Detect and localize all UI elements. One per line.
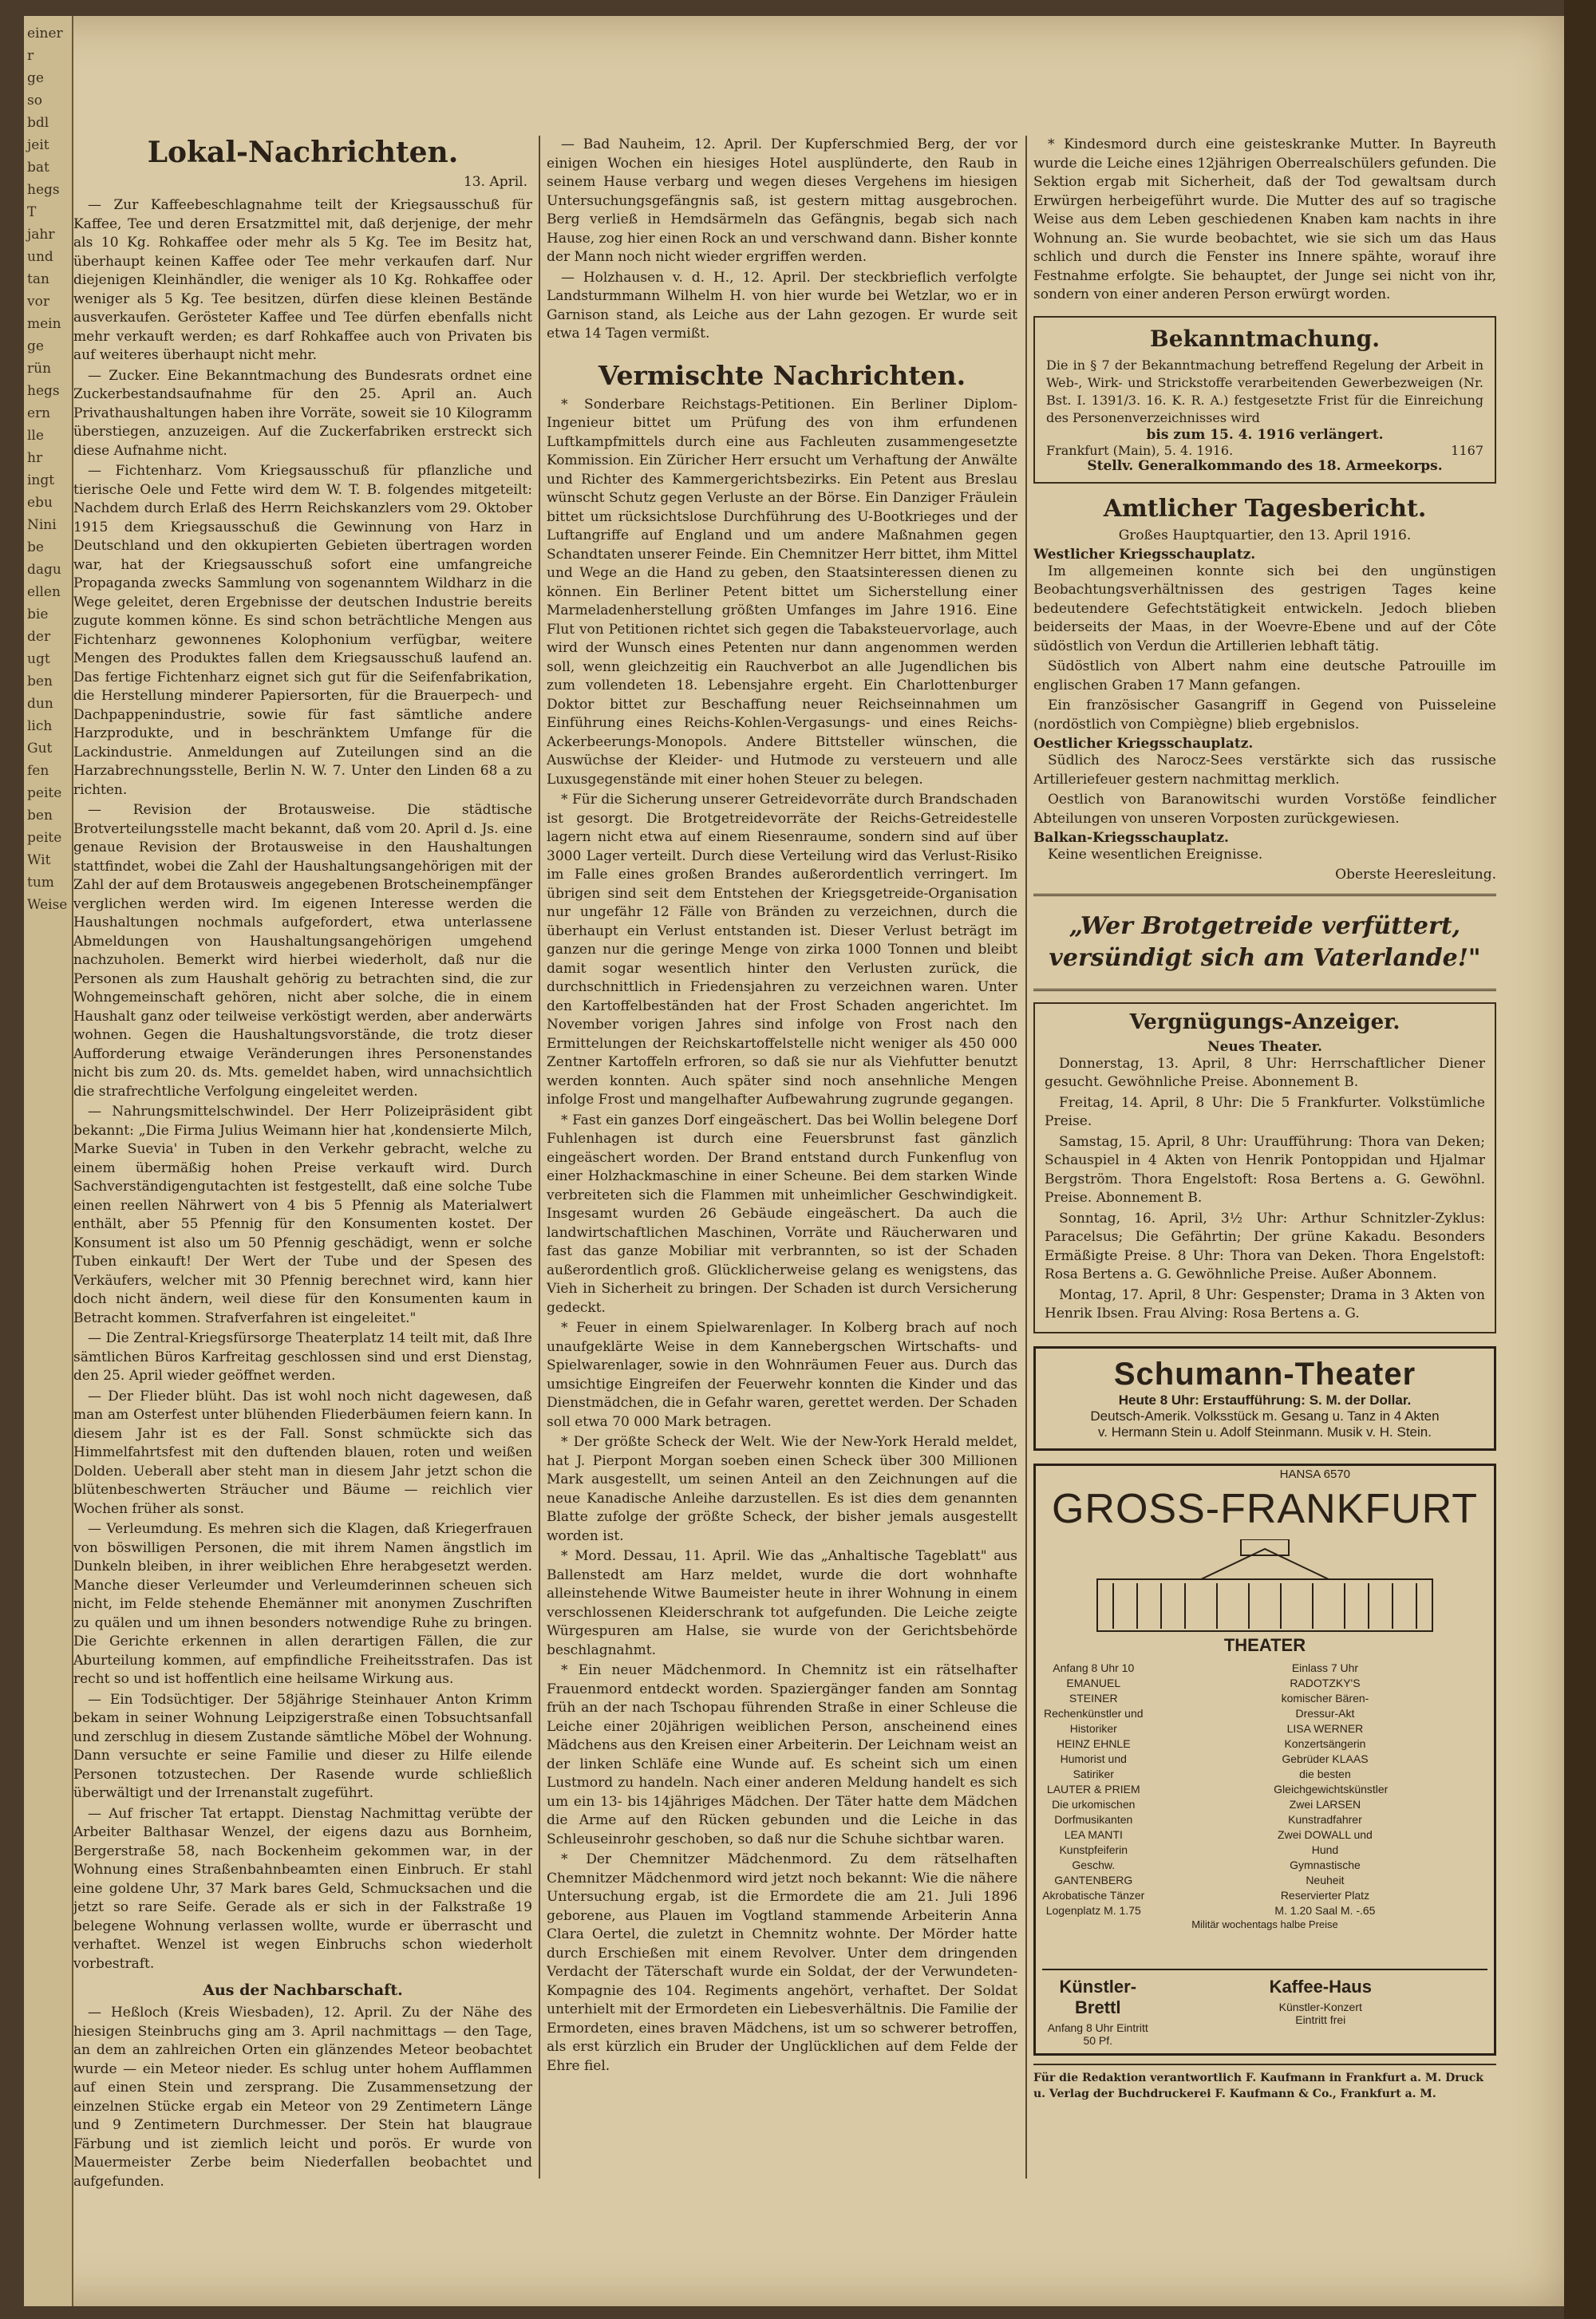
article-paragraph: — Heßloch (Kreis Wiesbaden), 12. April. Zu der Nähe des hiesigen Steinbruchs ging am 3. April nachmittags — den Tage, an dem an zahlreichen Orten ein glänzendes Meteor beobachtet wurde — ein Meteor nieder. Es schlug unter hohem Aufflammen auf einen Stein und zersprang. Die Zusammensetzung der einzelnen Stücke ergab ein Meteor von 29 Zentimetern Länge und 9 Zentimetern Durchmesser. Der Stein hat blaugraue Färbung und ist ziemlich leicht und porös. Er wurde von Mauermeister Zerbe beim Niederfallen beobachtet und aufgefunden. [73, 2005, 532, 2190]
program-line: Logenplatz M. 1.75 [1045, 1903, 1141, 1917]
article-paragraph: — Auf frischer Tat ertappt. Dienstag Nachmittag verübte der Arbeiter Balthasar Wenzel, der eigens dazu aus Bornheim, Bergerstraße 58, nach Bockenheim gekommen war, in der Wohnung eines Straßenbahnbeamten einen Einbruch. Er stahl eine goldene Uhr, 37 Mark bares Geld, Schmucksachen und die jetzt so rare Seife. Gerade als er sich in der Falkstraße 19 belegene Wohnung verlassen wollte, wurde er überrascht und verhaftet. Wenzel ist wegen Einbruchs schon wiederholt vorbestraft. [73, 1805, 532, 1972]
daily-report [1033, 495, 1496, 883]
article-paragraph: — Nahrungsmittelschwindel. Der Herr Polizeipräsident gibt bekannt: „Die Firma Julius Weimann hier hat ‚kondensierte Milch, Marke Suevia' in Tuben in den Verkehr gebracht, welche zu einem übermäßig hohen Preise verkauft wird. Durch Sachverständigengutachten ist festgestellt, daß eine solche Tube einen reellen Nährwert von 4 bis 5 Pfennig als Materialwert enthält, aber 55 Pfennig für den Konsumenten kostet. Der Konsument ist also um 50 Pfennig geschädigt, wenn er solche Tuben einkauft! Der Wert der Tube und der Spesen des Verkäufers, welcher mit 30 Pfennig berechnet wird, kann hier doch nicht ändern, weil diese für den Konsumenten kaum in Betracht kommen. Strafverfahren ist eingeleitet." [73, 1104, 532, 1326]
program-line: Akrobatische Tänzer [1042, 1888, 1145, 1902]
program-line: RADOTZKY'S [1290, 1676, 1361, 1689]
fragment-word: tum [27, 875, 54, 891]
section-title: Vermischte Nachrichten. [598, 359, 966, 391]
entertainment-listings [1033, 1002, 1496, 1333]
article-paragraph: — Bad Nauheim, 12. April. Der Kupferschmied Berg, der vor einigen Wochen ein hiesiges Hotel ausplünderte, den Raub in seinem Hause verbarg und wegen dieses Vergehens im hiesigen Untersuchungsgefängnis saß, ist gestern mittag ausgebrochen. Berg verließ in Hemdsärmeln das Gefängnis, begab sich nach Hause, zog hier einen Rock an und verschwand dann. Bisher konnte der Mann noch nicht wieder ergriffen werden. [547, 136, 1017, 265]
left-page-fragment [24, 16, 73, 2306]
fragment-word: lle [27, 428, 44, 444]
west-front-text: Südöstlich von Albert nahm eine deutsche Patrouille im englischen Graben 17 Mann gefangen. [1033, 658, 1496, 693]
announcement-extension: bis zum 15. 4. 1916 verlängert. [1146, 426, 1384, 443]
kaffee-sub: Künstler-Konzert Eintritt frei [1278, 2000, 1362, 2026]
section-title: Lokal-Nachrichten. [147, 136, 459, 169]
fragment-word: hegs [27, 182, 60, 198]
announcement-signature: Stellv. Generalkommando des 18. Armeekorps. [1087, 457, 1443, 474]
fragment-word: ben [27, 808, 53, 824]
article-list [73, 196, 532, 1973]
fragment-word: ingt [27, 472, 55, 488]
brettl-sub: Anfang 8 Uhr Eintritt 50 Pf. [1047, 2021, 1148, 2047]
fragment-word: ern [27, 405, 51, 421]
kaffee-block [1265, 1970, 1487, 2047]
schumann-line: Deutsch-Amerik. Volksstück m. Gesang u. Tanz in 4 Akten [1090, 1408, 1440, 1424]
brettl-block [1042, 1970, 1265, 2047]
subsection-title: Aus der Nachbarschaft. [203, 1981, 403, 1999]
article-paragraph: * Mord. Dessau, 11. April. Wie das „Anhaltische Tageblatt" aus Ballenstedt am Harz meldet, wurde die dort wohnhafte alleinstehende Witwe Baumeister heute in ihrer Wohnung in einem verschlossenen Kleiderschrank tot aufgefunden. Die Leiche zeigte Würgespuren am Halse, sie wurde von der Gerichtsbehörde beschlagnahmt. [547, 1548, 1017, 1658]
article-list [547, 396, 1017, 2076]
fragment-word: so [27, 93, 42, 109]
announcement-box [1033, 316, 1496, 484]
program-line: Humorist und Satiriker [1060, 1752, 1127, 1780]
program-line: Gebrüder KLAAS [1282, 1752, 1369, 1765]
fragment-word: bat [27, 160, 49, 176]
article-paragraph: — Ein Todsüchtiger. Der 58jährige Steinhauer Anton Krimm bekam in seiner Wohnung Leipzigerstraße einen Tobsuchtsanfall und zerschlug in diesem Zustande sämtliche Möbel der Wohnung. Dann versuchte er seine Familie und dieser zu Hilfe eilende Personen totzustechen. Der Rasende wurde schließlich überwältigt und der Irrenanstalt zugeführt. [73, 1691, 532, 1801]
fragment-word: einer [27, 26, 63, 41]
article-paragraph: — Fichtenharz. Vom Kriegsausschuß für pflanzliche und tierische Oele und Fette wird dem W. T. B. folgendes mitgeteilt: Nachdem durch Erlaß des Herrn Reichskanzlers vom 29. Oktober 1915 dem Kriegsausschuß die Gewinnung von Harz in Deutschland und den okkupierten Gebieten übertragen worden war, hat der Kriegsausschuß sofort eine umfangreiche Propaganda zwecks Sammlung von sogenanntem Wildharz in die Wege geleitet, deren Ergebnisse der deutschen Industrie bereits zugute kommen könne. Es sind schon beträchtliche Mengen aus Fichtenharz gewonnenes Kolophonium verfügbar, weitere Mengen des Produktes fallen dem Kriegsausschuß laufend an. Das fertige Fichtenharz eignet sich gut für die Seifenfabrikation, die Herstellung minderer Papiersorten, für die Brauerpech- und Dachpappenindustrie, sowie für fast sämtliche andere Harzprodukte, und in beschränktem Umfange für die Lackindustrie. Anmeldungen auf Zuteilungen sind an die Harzabrechnungsstelle, Berlin N. W. 7. Unter den Linden 68 a zu richten. [73, 463, 532, 798]
brettl-title: Künstler-Brettl [1059, 1976, 1137, 2017]
program-listing [1042, 1661, 1487, 1918]
entertainment-title: Vergnügungs-Anzeiger. [1129, 1009, 1400, 1034]
fragment-word: fen [27, 763, 49, 779]
fragment-word: peite [27, 830, 62, 846]
east-front-text: Oestlich von Baranowitschi wurden Vorstöße feindlicher Abteilungen von unseren Vorposten zurückgewiesen. [1033, 792, 1496, 827]
article-paragraph: * Der Chemnitzer Mädchenmord. Zu dem rätselhaften Chemnitzer Mädchenmord wird jetzt noch bekannt: Wie die nähere Untersuchung ergab, ist die Ermordete die am 21. Juli 1896 geborene, aus Plauen im Vogtland stammende Arbeiterin Anna Clara Oertel, die zuletzt in Chemnitz wohnte. Der Mörder hatte durch Erschießen mit einem Revolver. Unter dem dringenden Verdacht der Täterschaft wurde ein Soldat, der der Verwundeten-Kompagnie des 104. Regiments angehört, verhaftet. Der Soldat unterhielt mit der Ermordeten ein Liebesverhältnis. Die Familie der Ermordeten, eines braven Mädchens, ist um so schwerer betroffen, als erst kürzlich ein Bruder der Unglücklichen auf dem Felde der Ehre fiel. [547, 1851, 1017, 2074]
program-left [1042, 1661, 1256, 1918]
balkan-front-heading: Balkan-Kriegsschauplatz. [1033, 830, 1229, 846]
fragment-word: hr [27, 450, 43, 466]
program-right [1274, 1661, 1487, 1918]
west-front-text: Ein französischer Gasangriff in Gegend von Puisseleine (nordöstlich von Compiègne) blieb ergebnislos. [1033, 697, 1496, 733]
performance-item: Freitag, 14. April, 8 Uhr: Die 5 Frankfurter. Volkstümliche Preise. [1045, 1094, 1485, 1129]
program-line: Die urkomischen Dorfmusikanten [1052, 1797, 1136, 1826]
west-front-heading: Westlicher Kriegsschauplatz. [1033, 546, 1256, 563]
fragment-word: ben [27, 674, 53, 689]
kaffee-title: Kaffee-Haus [1269, 1976, 1372, 1997]
performance-item: Montag, 17. April, 8 Uhr: Gespenster; Drama in 3 Akten von Henrik Ibsen. Frau Alving: Rosa Bertens a. G. [1045, 1286, 1485, 1321]
program-line: Zwei LARSEN [1289, 1797, 1361, 1811]
announcement-title: Bekanntmachung. [1150, 325, 1380, 352]
fragment-word: Weise [27, 897, 68, 913]
left-fragment-text [24, 16, 72, 922]
article-paragraph: — Revision der Brotausweise. Die städtische Brotverteilungsstelle macht bekannt, daß vom 20. April d. Js. eine genaue Revision der Brotausweise in den Haushaltungen stattfindet, wobei die Zahl der Haushaltungsangehörigen mit der Zahl der auf dem Brotausweis angegebenen Brotscheinempfänger verglichen werden wird. Im eigenen Interesse werden die Haushaltungen nochmals aufgefordert, etwa unterlassene Abmeldungen von Haushaltungsangehörigen umgehend nachzuholen. Bemerkt wird hierbei wiederholt, daß nur die Personen als zum Haushalt gehörig zu betrachten sind, die zur Wohngemeinschaft gehören, nicht aber solche, die in einem Haushalt ganz oder teilweise verköstigt werden, aber anderwärts wohnen. Gegen die Haushaltungsvorstände, die trotz dieser Aufforderung etwaige Veränderungen ihres Personenstandes nicht bis zum 20. ds. Mts. gemeldet haben, wird unnachsichtlich die strafrechtliche Verfolgung eingeleitet werden. [73, 802, 532, 1100]
program-line: Kunstpfeiferin [1059, 1843, 1128, 1856]
performance-list [1045, 1055, 1485, 1324]
ad-footer [1042, 1969, 1487, 2047]
fragment-word: bdl [27, 115, 49, 131]
performance-item: Sonntag, 16. April, 3½ Uhr: Arthur Schnitzler-Zyklus: Paracelsus; Die Gefährtin; Der grüne Kakadu. Besonders Ermäßigte Preise. 8 Uhr: Thora van Deken. Thora Engelstoft: Rosa Bertens a. G. Gewöhnliche Preise. Außer Abonnem. [1045, 1210, 1485, 1282]
article-list [73, 2004, 532, 2191]
fragment-word: Wit [27, 852, 51, 868]
gross-frankfurt-ad [1033, 1464, 1496, 2056]
article-paragraph: — Holzhausen v. d. H., 12. April. Der steckbrieflich verfolgte Landsturmmann Wilhelm H. von hier wurde bei Wetzlar, wo er in Garnison stand, als Leiche aus der Lahn gezogen. Er wurde seit etwa 14 Tagen vermißt. [547, 269, 1017, 342]
military-note: Militär wochentags halbe Preise [1191, 1918, 1338, 1930]
program-line: Geschw. GANTENBERG [1054, 1858, 1133, 1886]
program-line: Zwei DOWALL und Hund [1278, 1827, 1373, 1856]
article-paragraph: * Kindesmord durch eine geisteskranke Mutter. In Bayreuth wurde die Leiche eines 12jährigen Oberrealschülers gefunden. Die Sektion ergab mit Sicherheit, daß der Tod gewaltsam durch Erwürgen herbeigeführt wurde. Die Mutter des auf so tragische Weise aus dem Leben geschiedenen Knaben kam nachts in ihre Wohnung an. Sie wurde beobachtet, wie sie sich um das Haus schlich und durch die Fenster ins Innere spähte, worauf ihre Festnahme erfolgte. Sie behauptet, der Junge sei nicht von ihr, sondern von einer anderen Person erwürgt worden. [1033, 136, 1496, 302]
schumann-title: Schumann-Theater [1113, 1356, 1416, 1392]
schumann-theater-ad [1033, 1346, 1496, 1451]
fragment-word: T [27, 204, 37, 220]
program-line: LAUTER & PRIEM [1046, 1782, 1140, 1796]
schumann-line: v. Hermann Stein u. Adolf Steinmann. Musik v. H. Stein. [1098, 1424, 1432, 1440]
article-paragraph: — Die Zentral-Kriegsfürsorge Theaterplatz 14 teilt mit, daß Ihre sämtlichen Büros Karfreitag geschlossen sind und erst Dienstag, den 25. April wieder geöffnet werden. [73, 1330, 532, 1384]
column-rule [1025, 136, 1027, 2179]
imprint: Für die Redaktion verantwortlich F. Kaufmann in Frankfurt a. M. Druck u. Verlag der Buchdruckerei F. Kaufmann & Co., Frankfurt a. M. [1033, 2064, 1496, 2102]
announcement-text: Die in § 7 der Bekanntmachung betreffend Regelung der Arbeit in Web-, Wirk- und Strickstoffe verarbeitenden Gewerbezweigen (Nr. Bst. I. 1391/3. 16. K. R. A.) festgesetzte Frist für die Einreichung des Personenverzeichnisses wird [1046, 357, 1483, 425]
column-local-news [73, 120, 532, 2290]
fragment-word: jeit [27, 137, 49, 153]
program-line: Reservierter Platz M. 1.20 Saal M. -.65 [1274, 1888, 1376, 1917]
article-paragraph: — Zur Kaffeebeschlagnahme teilt der Kriegsausschuß für Kaffee, Tee und deren Ersatzmittel mit, daß derjenige, der mehr als 10 Kg. Rohkaffee oder mehr als 5 Kg. Tee im Besitz hat, überhaupt keinen Kaffee oder Tee mehr verkaufen darf. Nur diejenigen Kleinhändler, die weniger als 10 Kg. Rohkaffee oder weniger als 5 Kg. Tee besitzen, dürfen diese kleinen Bestände ausverkaufen. Gerösteter Kaffee und Tee dürfen ebenfalls nicht mehr verkauft werden; es darf Rohkaffee auch von Privaten bis auf weiteres überhaupt nicht mehr. [73, 197, 532, 363]
report-signature: Oberste Heeresleitung. [1335, 866, 1496, 883]
fragment-word: dagu [27, 562, 61, 578]
fragment-word: bie [27, 606, 49, 622]
article-paragraph: * Der größte Scheck der Welt. Wie der New-York Herald meldet, hat J. Pierpont Morgan soeben einen Scheck über 300 Millionen Mark ausgestellt, um seinen Anteil an den Zeichnungen auf die neue Kanadische Anleihe darzustellen. Es ist dies dem genannten Blatte zufolge der größte Scheck, der bisher jemals ausgestellt worden ist. [547, 1434, 1017, 1544]
program-line: LEA MANTI [1064, 1827, 1123, 1841]
fragment-word: ugt [27, 651, 50, 667]
article-paragraph: * Feuer in einem Spielwarenlager. In Kolberg brach auf noch unaufgeklärte Weise in dem Kannebergschen Wirtschafts- und Spielwarenlager, sowie in den Wohnräumen Feuer aus. Durch das umsichtige Eingreifen der Feuerwehr konnten die Kinder und das Dienstmädchen, die in Gefahr waren, gerettet werden. Der Schaden soll etwa 70 000 Mark betragen. [547, 1320, 1017, 1430]
article-paragraph: * Sonderbare Reichstags-Petitionen. Ein Berliner Diplom-Ingenieur bittet um Prüfung des von ihm erfundenen Luftkampfmittels durch eine aus Fachleuten zusammengesetzte Kommission. Ein Züricher Herr ersucht um Verhaftung der Anwälte und Richter des Kammergerichtsbezirks. Ein Petent aus Breslau wünscht Schutz gegen Verluste an der Börse. Ein Danziger Fräulein bittet um rücksichtslose Durchführung des U-Bootkrieges und der Luftangriffe auf England und um andere Maßnahmen gegen Schandtaten unserer Feinde. Ein Chemnitzer Herr bittet, ihm Mittel und Wege an die Hand zu geben, den Staatsinteressen dienen zu können. Ein Berliner Petent bittet um Sicherstellung einer Marmeladenherstellung größten Umfanges im Jahre 1916. Eine Flut von Petitionen richtet sich gegen die Tabaksteuervorlage, auch wird der Wunsch eines Petenten nur dann angenommen werden soll, wenn gleichzeitig ein Rauchverbot an alle Jugendlichen bis zum vollendeten 18. Lebensjahre ergeht. Ein Charlottenburger Doktor bittet zur Beschaffung neuer Reichseinnahmen um Einführung eines Reichs-Kohlen-Vergasungs- und eines Reichs-Ackerbeerungs-Monopols. Andere Bittsteller wünschen, die Auswüchse der Kleider- und Hutmode zu versteuern und alle Luxusgegenstände mit einer hohen Steuer zu belegen. [547, 396, 1017, 788]
program-line: Einlass 7 Uhr [1291, 1661, 1359, 1674]
theater-name: Neues Theater. [1207, 1038, 1322, 1055]
fragment-word: und [27, 249, 53, 265]
schumann-line: Heute 8 Uhr: Erstaufführung: S. M. der Dollar. [1118, 1392, 1412, 1408]
article-paragraph: — Der Flieder blüht. Das ist wohl noch nicht dagewesen, daß man am Osterfest unter blühenden Fliederbäumen feiern kann. In diesem Jahr ist es der Fall. Sonst schmückte sich das Himmelfahrtsfest mit den duftenden blauen, roten und weißen Dolden. Ueberall aber steht man in diesem Jahr jetzt schon die blütenbeschwerten Sträucher und Bäume — reichlich vier Wochen früher als sonst. [73, 1388, 532, 1517]
announcement-number: 1167 [1451, 442, 1483, 458]
fragment-word: be [27, 539, 44, 555]
program-line: Gymnastische Neuheit [1290, 1858, 1361, 1886]
phone-number: HANSA 6570 [1279, 1467, 1350, 1481]
article-paragraph: — Verleumdung. Es mehren sich die Klagen, daß Kriegerfrauen von böswilligen Personen, die mit ihrem Namen ängstlich im Dunkeln bleiben, in ihrer weiblichen Ehre herabgesetzt werden. Manche dieser Verleumder und Verleumderinnen scheuen sich nicht, im Felde stehende Ehemänner mit anonymen Zuschriften zu quälen und um ihnen besonders notwendige Ruhe zu bringen. Die Gerichte erkennen in allen derartigen Fällen, die zur Aburteilung kommen, auf empfindliche Freiheitsstrafen. Das ist recht so und ist hoffentlich eine heilsame Wirkung aus. [73, 1521, 532, 1687]
fragment-word: dun [27, 696, 53, 712]
program-line: Konzertsängerin [1284, 1736, 1366, 1750]
fragment-word: Gut [27, 741, 53, 757]
fragment-word: ebu [27, 495, 53, 511]
fragment-word: rün [27, 361, 52, 377]
report-dateline: Großes Hauptquartier, den 13. April 1916. [1118, 527, 1412, 543]
fragment-word: peite [27, 785, 62, 801]
fragment-word: hegs [27, 383, 60, 399]
fragment-word: vor [27, 294, 49, 310]
program-line: die besten Gleichgewichtskünstler [1274, 1767, 1389, 1796]
program-line: Rechenkünstler und Historiker [1044, 1706, 1144, 1735]
dateline: 13. April. [463, 174, 527, 190]
article-list [1033, 136, 1496, 305]
report-title: Amtlicher Tagesbericht. [1103, 494, 1427, 523]
performance-item: Samstag, 15. April, 8 Uhr: Uraufführung: Thora van Deken; Schauspiel in 4 Akten von Henrik Pontoppidan und Hjalmar Bergström. Thora Engelstoft: Rosa Bertens a. G. Gewöhnl. Preise. Abonnement B. [1045, 1133, 1485, 1206]
announcement-place-row [1046, 443, 1483, 458]
announcement-place: Frankfurt (Main), 5. 4. 1916. [1046, 442, 1234, 458]
east-front-text: Südlich des Narocz-Sees verstärkte sich das russische Artilleriefeuer gestern nachmittag merklich. [1033, 753, 1496, 788]
fragment-word: r [27, 48, 34, 64]
fragment-word: lich [27, 718, 53, 734]
article-paragraph: * Für die Sicherung unserer Getreidevorräte durch Brandschaden ist gesorgt. Die Brotgetreidevorräte der Reichs-Getreidestelle lagern nicht etwa auf einem Riesenraume, sondern sind auf über 3000 Lager verteilt. Durch diese Verteilung wird das Verlust-Risiko im Falle eines großen Brandes außerordentlich verringert. Im übrigen sind seit dem Entstehen der Kriegsgetreide-Organisation nur ungefähr 12 Fälle von Bränden zu verzeichnen, durch die überhaupt ein Verlust entstanden ist. Dieser Verlust beträgt im ganzen nur die geringe Menge von zirka 1000 Tonnen und bleibt damit sogar wesentlich hinter den Verlusten zurück, die durchschnittlich in Friedensjahren zu verzeichnen waren. Unter den Kartoffelbeständen hat der Frost Schaden angerichtet. Im November vorigen Jahres sind infolge von Frost nach den Ermittelungen der Reichskartoffelstelle nicht weniger als 450 000 Zentner Kartoffeln erfroren, so daß sie nur als Viehfutter benutzt werden konnten. Auch später sind noch ansehnliche Mengen infolge Frost und mangelhafter Aufbewahrung zugrunde gegangen. [547, 792, 1017, 1108]
fragment-word: Nini [27, 517, 57, 533]
program-line: LISA WERNER [1286, 1721, 1364, 1735]
article-paragraph: — Zucker. Eine Bekanntmachung des Bundesrats ordnet eine Zuckerbestandsaufnahme für den 25. April an. Auch Privathaushaltungen haben ihre Vorräte, soweit sie 10 Kilogramm überstiegen, anzuzeigen. Auf die Zuckerfabriken erstreckt sich diese Aufnahme nicht. [73, 367, 532, 459]
program-line: Anfang 8 Uhr 10 [1053, 1661, 1135, 1674]
gross-frankfurt-title: GROSS-FRANKFURT [1051, 1485, 1479, 1532]
fragment-word: der [27, 629, 51, 645]
fragment-word: tan [27, 271, 49, 287]
theater-building-illustration [1081, 1539, 1448, 1635]
fragment-word: mein [27, 316, 61, 332]
theater-label: THEATER [1223, 1634, 1306, 1655]
balkan-front-text: Keine wesentlichen Ereignisse. [1048, 847, 1263, 863]
newspaper-page [24, 16, 1564, 2306]
program-line: Kunstradfahrer [1288, 1812, 1362, 1826]
column-miscellaneous [547, 136, 1017, 2306]
article-paragraph: * Fast ein ganzes Dorf eingeäschert. Das bei Wollin belegene Dorf Fuhlenhagen ist durch eine Feuersbrunst fast gänzlich eingeäschert worden. Der Brand entstand durch Funkenflug von einer Holzhackmaschine in einer Scheune. Bei dem starken Winde verbreiteten sich die Flammen mit unheimlicher Geschwindigkeit. Insgesamt wurden 26 Gebäude eingeäschert. Da auch die landwirtschaftlichen Maschinen, Vorräte und Räucherwaren und fast das ganze Mobiliar mit verbrannten, so ist der Schaden außerordentlich groß. Glücklicherweise gelang es wenigstens, das Vieh in Sicherheit zu bringen. Der Schaden ist durch Versicherung gedeckt. [547, 1112, 1017, 1316]
column-notices [1033, 136, 1496, 2306]
bread-grain-banner: „Wer Brotgetreide verfüttert, versündigt sich am Vaterlande!" [1033, 894, 1496, 991]
book-spine-edge [1564, 0, 1596, 2319]
fragment-word: jahr [27, 227, 55, 243]
west-front-text: Im allgemeinen konnte sich bei den ungünstigen Beobachtungsverhältnissen des gestrigen Tages keine bedeutendere Gefechtstätigkeit entwickeln. Jedoch blieben beiderseits der Maas, in der Woevre-Ebene und auf der Côte südöstlich von Verdun die Artillerien lebhaft tätig. [1033, 563, 1496, 654]
program-line: EMANUEL STEINER [1066, 1676, 1121, 1705]
fragment-word: ellen [27, 584, 61, 600]
fragment-word: ge [27, 338, 44, 354]
article-paragraph: * Ein neuer Mädchenmord. In Chemnitz ist ein rätselhafter Frauenmord entdeckt worden. Spaziergänger fanden am Sonntag früh an der nach Tschopau führenden Straße in einer Schleuse die Leiche einer 20jährigen weiblichen Person, anscheinend eines Mädchens aus den Kreisen einer Arbeiterin. Der Leichnam weist an der linken Schläfe eine Wunde auf. Es scheint sich um einen Lustmord zu handeln. Nach einer anderen Meldung handelt es sich um ein 13- bis 14jähriges Mädchen. Der Täter hatte dem Mädchen die Arme auf den Rücken gebunden und die Leiche in das Schleuseinrohr geschoben, so daß nur die Schuhe sichtbar waren. [547, 1662, 1017, 1847]
column-rule [539, 136, 540, 2179]
performance-item: Donnerstag, 13. April, 8 Uhr: Herrschaftlicher Diener gesucht. Gewöhnliche Preise. Abonnement B. [1045, 1055, 1485, 1090]
article-list [547, 136, 1017, 344]
east-front-heading: Oestlicher Kriegsschauplatz. [1033, 736, 1254, 752]
program-line: komischer Bären-Dressur-Akt [1281, 1691, 1369, 1720]
program-line: HEINZ EHNLE [1056, 1736, 1131, 1750]
fragment-word: ge [27, 70, 44, 86]
